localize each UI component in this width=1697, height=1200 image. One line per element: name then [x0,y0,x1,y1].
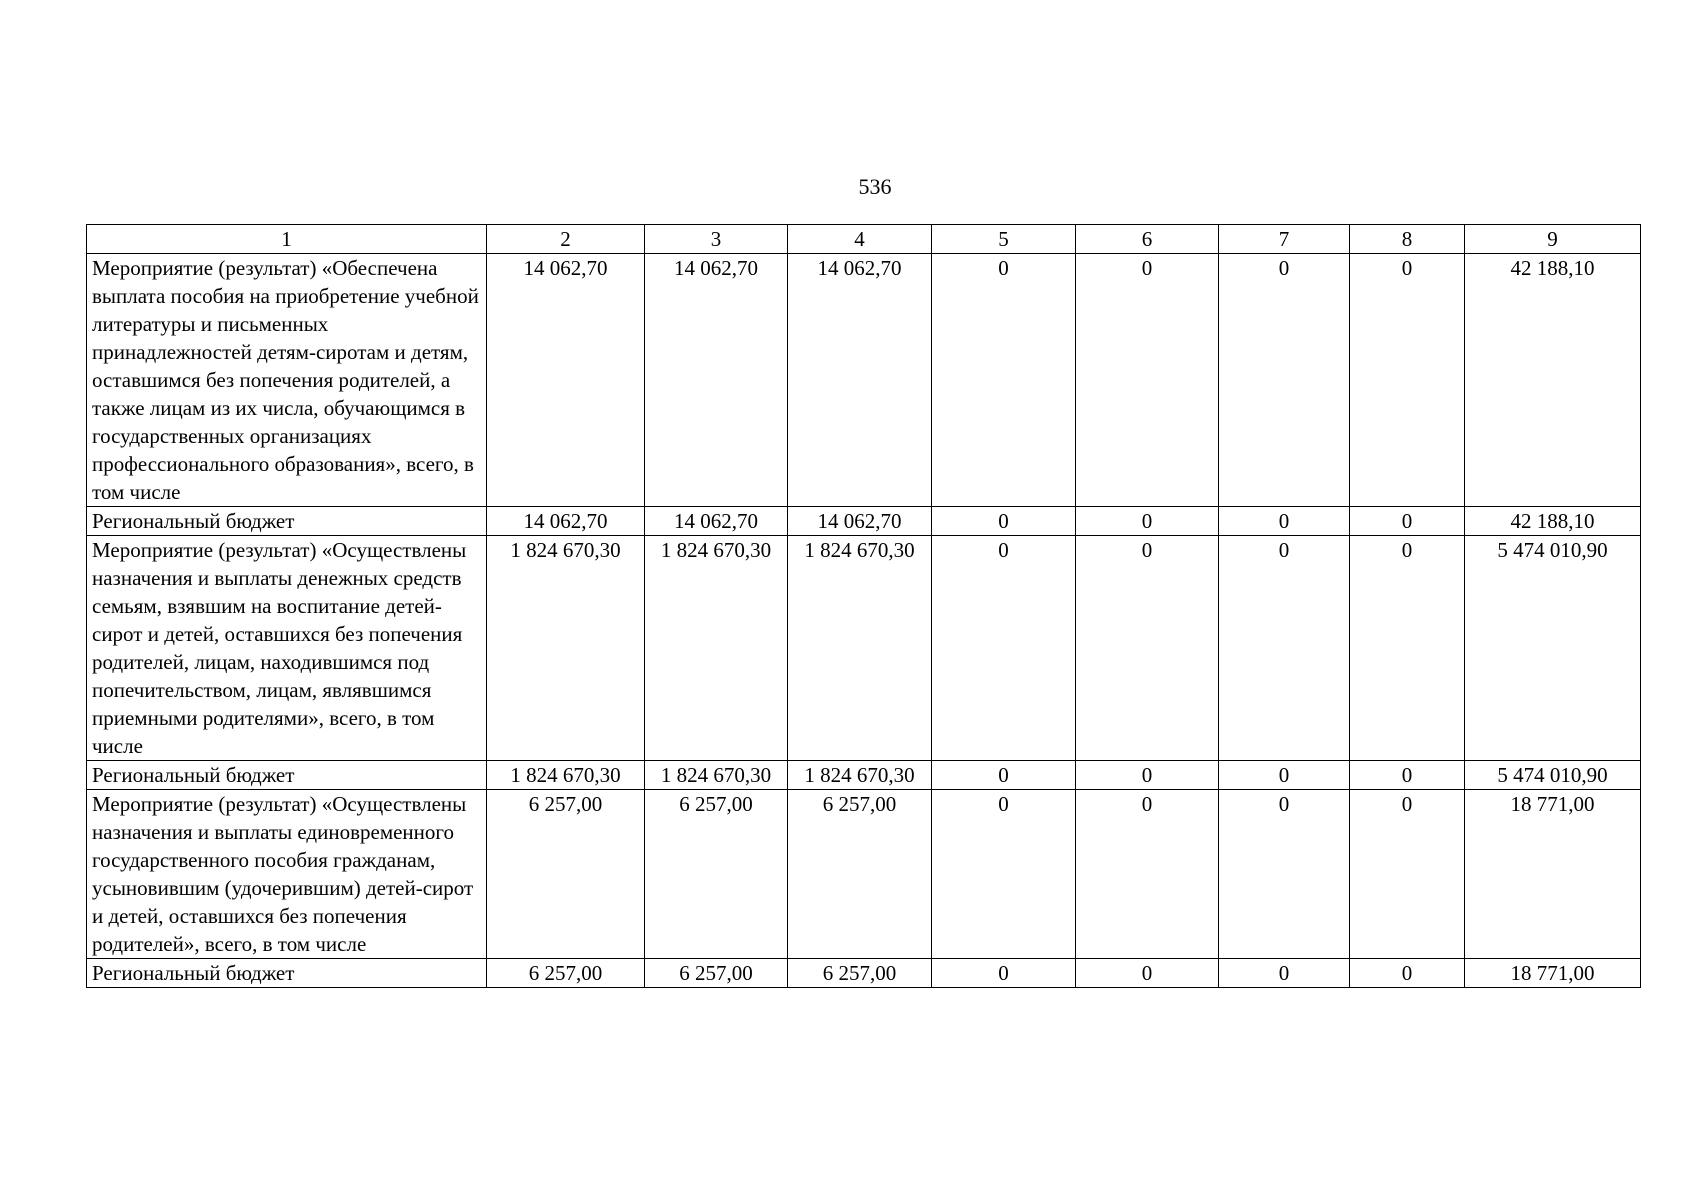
row-value-col3: 6 257,00 [645,790,788,959]
header-row [87,225,1641,254]
row-value-col2: 14 062,70 [487,254,645,507]
row-value-col2: 14 062,70 [487,507,645,536]
table-row-measure [87,790,1641,959]
row-value-col5: 0 [932,254,1076,507]
budget-table [86,224,1641,988]
column-header-4: 4 [788,225,932,254]
row-value-col7: 0 [1219,959,1350,988]
row-value-col9: 18 771,00 [1465,790,1641,959]
row-value-col3: 14 062,70 [645,507,788,536]
row-value-col9: 5 474 010,90 [1465,536,1641,761]
row-value-col8: 0 [1350,790,1465,959]
row-value-col4: 14 062,70 [788,507,932,536]
row-value-col6: 0 [1076,790,1219,959]
row-value-col4: 14 062,70 [788,254,932,507]
column-header-8: 8 [1350,225,1465,254]
row-value-col2: 1 824 670,30 [487,536,645,761]
table-row-measure [87,536,1641,761]
row-value-col8: 0 [1350,507,1465,536]
row-value-col5: 0 [932,959,1076,988]
row-value-col2: 6 257,00 [487,790,645,959]
table-row-measure [87,254,1641,507]
row-value-col2: 6 257,00 [487,959,645,988]
row-label: Мероприятие (результат) «Осуществлены назначения и выплаты единовременного государственного пособия гражданам, усыновившим (удочерившим) детей-сирот и детей, оставшихся без попечения родителей», всего, в том числе [87,790,487,959]
row-label: Мероприятие (результат) «Осуществлены назначения и выплаты денежных средств семьям, взявшим на воспитание детей-сирот и детей, оставшихся без попечения родителей, лицам, находившимся под попечительством, лицам, являвшимся приемными родителями», всего, в том числе [87,536,487,761]
row-value-col9: 18 771,00 [1465,959,1641,988]
row-value-col3: 14 062,70 [645,254,788,507]
row-value-col7: 0 [1219,761,1350,790]
row-value-col7: 0 [1219,254,1350,507]
column-header-1: 1 [87,225,487,254]
row-label: Региональный бюджет [87,959,487,988]
row-value-col6: 0 [1076,536,1219,761]
row-value-col4: 6 257,00 [788,959,932,988]
row-value-col3: 1 824 670,30 [645,536,788,761]
column-header-3: 3 [645,225,788,254]
column-header-9: 9 [1465,225,1641,254]
row-value-col7: 0 [1219,507,1350,536]
row-value-col9: 42 188,10 [1465,507,1641,536]
row-value-col6: 0 [1076,254,1219,507]
column-header-7: 7 [1219,225,1350,254]
row-value-col8: 0 [1350,254,1465,507]
row-value-col4: 1 824 670,30 [788,536,932,761]
row-value-col5: 0 [932,761,1076,790]
row-label: Мероприятие (результат) «Обеспечена выплата пособия на приобретение учебной литературы и письменных принадлежностей детям-сиротам и детям, оставшимся без попечения родителей, а также лицам из их числа, обучающимся в государственных организациях профессионального образования», всего, в том числе [87,254,487,507]
row-value-col4: 1 824 670,30 [788,761,932,790]
row-value-col5: 0 [932,536,1076,761]
row-value-col6: 0 [1076,761,1219,790]
row-value-col9: 5 474 010,90 [1465,761,1641,790]
row-value-col5: 0 [932,790,1076,959]
row-value-col4: 6 257,00 [788,790,932,959]
row-value-col6: 0 [1076,507,1219,536]
table-row-regional-budget [87,959,1641,988]
row-value-col9: 42 188,10 [1465,254,1641,507]
row-value-col7: 0 [1219,536,1350,761]
row-label: Региональный бюджет [87,761,487,790]
column-header-6: 6 [1076,225,1219,254]
row-value-col6: 0 [1076,959,1219,988]
column-header-2: 2 [487,225,645,254]
table-row-regional-budget [87,507,1641,536]
row-value-col5: 0 [932,507,1076,536]
table-row-regional-budget [87,761,1641,790]
row-value-col7: 0 [1219,790,1350,959]
row-value-col3: 6 257,00 [645,959,788,988]
page-number: 536 [858,174,892,199]
row-value-col2: 1 824 670,30 [487,761,645,790]
column-header-5: 5 [932,225,1076,254]
row-value-col8: 0 [1350,959,1465,988]
row-value-col8: 0 [1350,761,1465,790]
row-value-col8: 0 [1350,536,1465,761]
row-value-col3: 1 824 670,30 [645,761,788,790]
row-label: Региональный бюджет [87,507,487,536]
